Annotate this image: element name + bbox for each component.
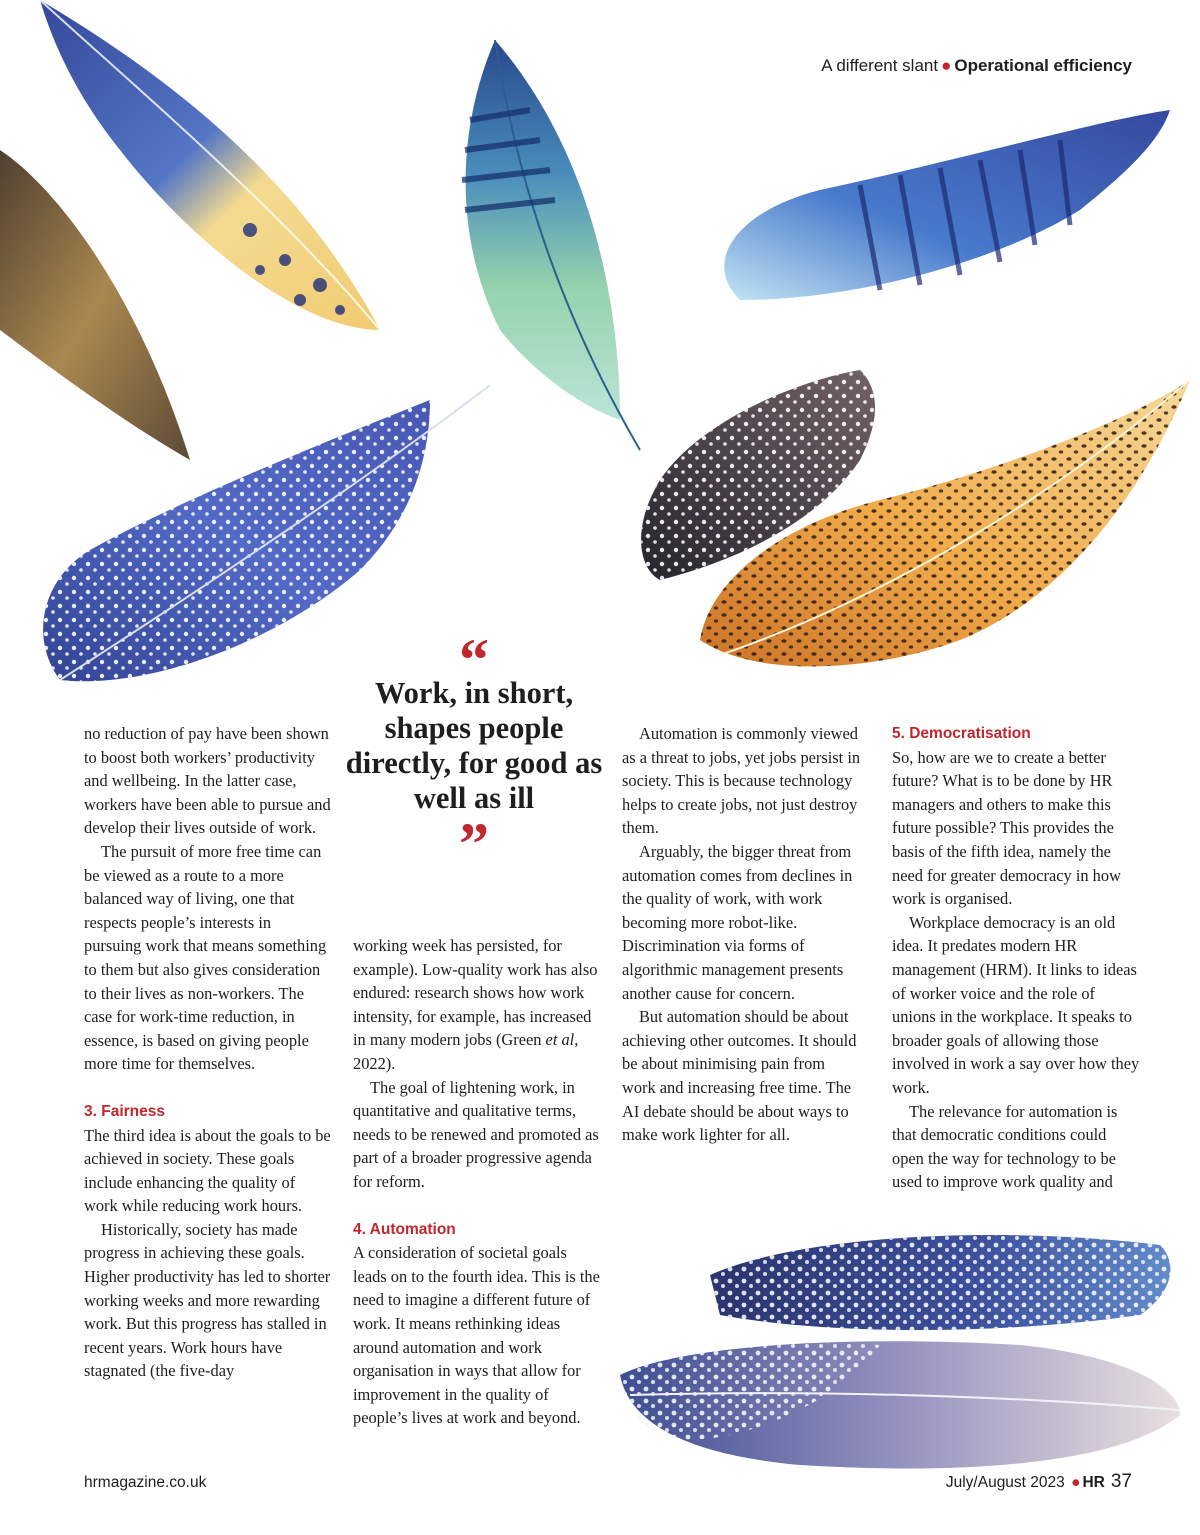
bottom-feathers-illustration — [600, 1205, 1200, 1505]
article-column-2 — [353, 934, 603, 1430]
paragraph: Historically, society has made progress in achieving these goals. Higher productivity has led to shorter working weeks and more rewarding work. But this progress has stalled in recent years. Work hours have stagnated (the five-day — [84, 1219, 331, 1381]
subsection-label: Operational efficiency — [954, 56, 1132, 75]
paragraph: Arguably, the bigger threat from automation comes from declines in the quality of work, with work becoming more robot-like. Discrimination via forms of algorithmic management presents another cause for concern. — [622, 841, 853, 1003]
open-quote-mark: “ — [459, 640, 489, 676]
paragraph: But automation should be about achieving other outcomes. It should be about minimising pain from work and increasing free time. The AI debate should be about ways to make work lighter for all. — [622, 1007, 857, 1145]
article-column-3 — [622, 722, 862, 1147]
pull-quote-text: Work, in short, shapes people directly, for good as well as ill — [345, 676, 603, 815]
article-column-1 — [84, 722, 332, 1383]
paragraph: The goal of lightening work, in quantitative and qualitative terms, needs to be renewed and promoted as part of a broader progressive agenda for reform. — [353, 1077, 599, 1191]
section-heading-automation: 4. Automation — [353, 1220, 456, 1238]
magazine-brand: HR — [1082, 1474, 1105, 1491]
issue-date: July/August 2023 — [945, 1474, 1065, 1491]
pull-quote — [345, 640, 603, 860]
close-quote-mark: ” — [459, 824, 489, 860]
paragraph: A consideration of societal goals leads on to the fourth idea. This is the need to imagine a different future of work. It means rethinking ideas around automation and work organisation in ways that allow for improvement in the quality of people’s lives at work and beyond. — [353, 1243, 600, 1428]
section-label: A different slant — [821, 56, 939, 75]
website-url: hrmagazine.co.uk — [84, 1474, 207, 1491]
bullet-dot-icon: ● — [941, 56, 952, 75]
paragraph: no reduction of pay have been shown to boost both workers’ productivity and wellbeing. In the latter case, workers have been able to pursue and develop their lives outside of work. — [84, 724, 331, 838]
paragraph: So, how are we to create a better future? What is to be done by HR managers and others to make this future possible? This provides the basis of the fifth idea, namely the need for greater democracy in how work is organised. — [892, 747, 1121, 909]
page-footer — [946, 1471, 1132, 1493]
section-heading-democratisation: 5. Democratisation — [892, 725, 1031, 742]
section-heading-fairness: 3. Fairness — [84, 1102, 165, 1120]
paragraph: Workplace democracy is an old idea. It predates modern HR management (HRM). It links to ideas of worker voice and the role of unions in the workplace. It speaks to broader goals of allowing those involved in work a say over how they work. — [892, 912, 1140, 1097]
paragraph: Automation is commonly viewed as a threat to jobs, yet jobs persist in society. This is because technology helps to create jobs, not just destroy them. — [622, 724, 861, 838]
paragraph: The pursuit of more free time can be viewed as a route to a more balanced way of living, one that respects people’s interests in pursuing work that means something to them but also gives consideration to their lives as non-workers. The case for work-time reduction, in essence, is based on giving people more time for themselves. — [84, 841, 327, 1074]
paragraph: The third idea is about the goals to be achieved in society. These goals include enhancing the quality of work while reducing work hours. — [84, 1125, 331, 1216]
teal-feather-icon — [466, 40, 620, 420]
article-column-4 — [892, 722, 1140, 1194]
paragraph: working week has persisted, for example). Low-quality work has also endured: research shows how work intensity, for example, has increased in many modern jobs (Green et al, 2022). — [353, 936, 598, 1073]
feathers-illustration — [0, 0, 1200, 700]
paragraph: The relevance for automation is that democratic conditions could open the way for technology to be used to improve work quality and — [892, 1101, 1118, 1192]
bullet-dot-icon: ● — [1071, 1474, 1081, 1491]
page-number: 37 — [1110, 1471, 1132, 1492]
